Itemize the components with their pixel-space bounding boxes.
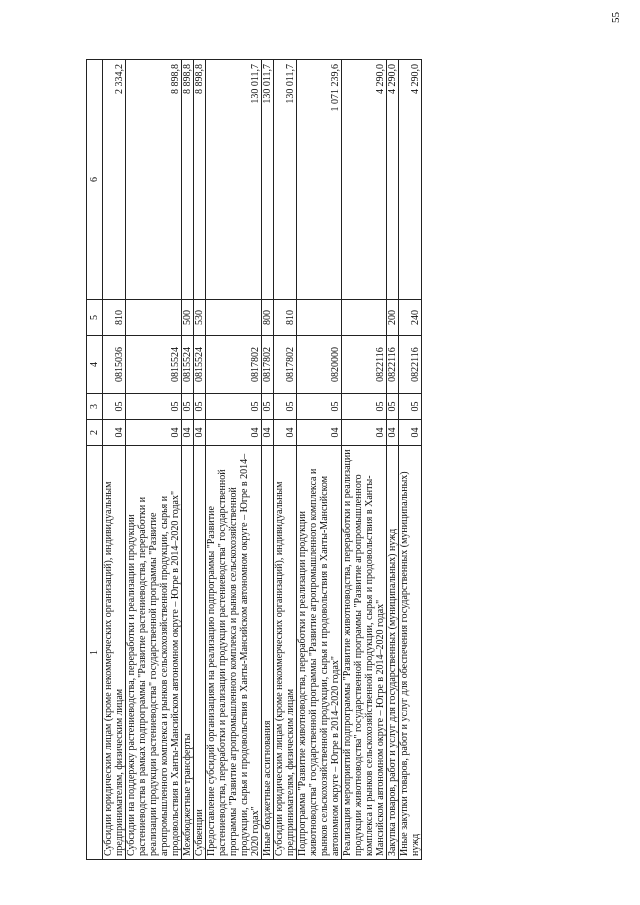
row-amount: 4 290,0 bbox=[387, 60, 399, 300]
row-description: Закупка товаров, работ и услуг для государственных (муниципальных) нужд bbox=[387, 446, 399, 860]
table-row bbox=[387, 60, 399, 860]
row-target-code: 0817802 bbox=[274, 336, 297, 394]
header-cell: 6 bbox=[87, 60, 103, 300]
page-number: 55 bbox=[610, 12, 622, 23]
table-row bbox=[342, 60, 387, 860]
row-subsection: 05 bbox=[182, 394, 194, 420]
row-section: 04 bbox=[297, 420, 342, 446]
row-description: Иные бюджетные ассигнования bbox=[262, 446, 274, 860]
row-subsection: 05 bbox=[126, 394, 182, 420]
header-cell: 5 bbox=[87, 300, 103, 336]
table-row bbox=[206, 60, 262, 860]
row-expense-type: 240 bbox=[399, 300, 422, 336]
budget-table bbox=[86, 59, 422, 860]
table-row bbox=[262, 60, 274, 860]
row-expense-type bbox=[342, 300, 387, 336]
row-subsection: 05 bbox=[103, 394, 126, 420]
row-section: 04 bbox=[399, 420, 422, 446]
table-row bbox=[297, 60, 342, 860]
row-target-code: 0822116 bbox=[399, 336, 422, 394]
row-subsection: 05 bbox=[387, 394, 399, 420]
row-amount: 8 898,8 bbox=[194, 60, 206, 300]
row-subsection: 05 bbox=[262, 394, 274, 420]
row-section: 04 bbox=[194, 420, 206, 446]
row-target-code: 0815524 bbox=[182, 336, 194, 394]
row-subsection: 05 bbox=[297, 394, 342, 420]
row-subsection: 05 bbox=[399, 394, 422, 420]
table-row bbox=[194, 60, 206, 860]
row-section: 04 bbox=[206, 420, 262, 446]
table-row bbox=[182, 60, 194, 860]
row-description: Подпрограмма "Развитие животноводства, переработки и реализации продукции животноводства" государственной программы "Развитие агропромышленного комплекса и рынков сельскохозяйственной продукции, сырья и продовольствия в Ханты-Мансийском автономном округе – Югре в 2014–2020 годах" bbox=[297, 446, 342, 860]
row-target-code: 0822116 bbox=[387, 336, 399, 394]
row-subsection: 05 bbox=[342, 394, 387, 420]
header-cell: 4 bbox=[87, 336, 103, 394]
row-amount: 4 290,0 bbox=[399, 60, 422, 300]
row-description: Субсидии на поддержку растениеводства, переработки и реализации продукции растениеводства в рамках подпрограммы "Развитие растениеводства, переработки и реализации продукции растениеводства" государственной программы "Развитие агропромышленного комплекса и рынков сельскохозяйственной продукции, сырья и продовольствия в Ханты-Мансийском автономном округе – Югре в 2014–2020 годах" bbox=[126, 446, 182, 860]
header-cell: 3 bbox=[87, 394, 103, 420]
table-row bbox=[103, 60, 126, 860]
row-description: Иные закупки товаров, работ и услуг для обеспечения государственных (муниципальных) нужд bbox=[399, 446, 422, 860]
row-expense-type bbox=[297, 300, 342, 336]
row-amount: 8 898,8 bbox=[182, 60, 194, 300]
row-expense-type: 800 bbox=[262, 300, 274, 336]
table-header-row bbox=[87, 60, 103, 860]
row-section: 04 bbox=[182, 420, 194, 446]
table-row bbox=[399, 60, 422, 860]
row-section: 04 bbox=[387, 420, 399, 446]
row-amount: 2 334,2 bbox=[103, 60, 126, 300]
row-expense-type bbox=[126, 300, 182, 336]
row-amount: 130 011,7 bbox=[274, 60, 297, 300]
table-row bbox=[274, 60, 297, 860]
row-target-code: 0820000 bbox=[297, 336, 342, 394]
row-expense-type: 500 bbox=[182, 300, 194, 336]
row-description: Межбюджетные трансферты bbox=[182, 446, 194, 860]
row-section: 04 bbox=[103, 420, 126, 446]
row-description: Предоставление субсидий организациям на реализацию подпрограммы "Развитие растениеводства, переработки и реализации продукции растениеводства" государственной программы "Развитие агропромышленного комплекса и рынков сельскохозяйственной продукции, сырья и продовольствия в Ханты-Мансийском автономном округе – Югре в 2014–2020 годах" bbox=[206, 446, 262, 860]
row-target-code: 0817802 bbox=[262, 336, 274, 394]
row-expense-type: 200 bbox=[387, 300, 399, 336]
rotated-page-content bbox=[86, 60, 556, 860]
row-expense-type: 530 bbox=[194, 300, 206, 336]
row-section: 04 bbox=[262, 420, 274, 446]
row-target-code: 0815524 bbox=[194, 336, 206, 394]
row-amount: 130 011,7 bbox=[262, 60, 274, 300]
row-expense-type: 810 bbox=[103, 300, 126, 336]
row-target-code: 0822116 bbox=[342, 336, 387, 394]
row-target-code: 0815524 bbox=[126, 336, 182, 394]
row-amount: 8 898,8 bbox=[126, 60, 182, 300]
table-row bbox=[126, 60, 182, 860]
row-amount: 1 071 239,6 bbox=[297, 60, 342, 300]
header-cell: 1 bbox=[87, 446, 103, 860]
row-section: 04 bbox=[126, 420, 182, 446]
row-description: Субвенции bbox=[194, 446, 206, 860]
row-description: Субсидии юридическим лицам (кроме некоммерческих организаций), индивидуальным предпринимателям, физическим лицам bbox=[274, 446, 297, 860]
row-subsection: 05 bbox=[206, 394, 262, 420]
row-target-code: 0817802 bbox=[206, 336, 262, 394]
row-section: 04 bbox=[274, 420, 297, 446]
row-expense-type: 810 bbox=[274, 300, 297, 336]
header-cell: 2 bbox=[87, 420, 103, 446]
row-expense-type bbox=[206, 300, 262, 336]
row-amount: 130 011,7 bbox=[206, 60, 262, 300]
row-amount: 4 290,0 bbox=[342, 60, 387, 300]
row-subsection: 05 bbox=[274, 394, 297, 420]
row-description: Реализация мероприятий подпрограммы "Развитие животноводства, переработки и реализации продукции животноводства" государственной программы "Развитие агропромышленного комплекса и рынков сельскохозяйственной продукции, сырья и продовольствия в Ханты-Мансийском автономном округе – Югре в 2014–2020 годах" bbox=[342, 446, 387, 860]
row-subsection: 05 bbox=[194, 394, 206, 420]
row-description: Субсидии юридическим лицам (кроме некоммерческих организаций), индивидуальным предпринимателям, физическим лицам bbox=[103, 446, 126, 860]
row-section: 04 bbox=[342, 420, 387, 446]
row-target-code: 0815036 bbox=[103, 336, 126, 394]
